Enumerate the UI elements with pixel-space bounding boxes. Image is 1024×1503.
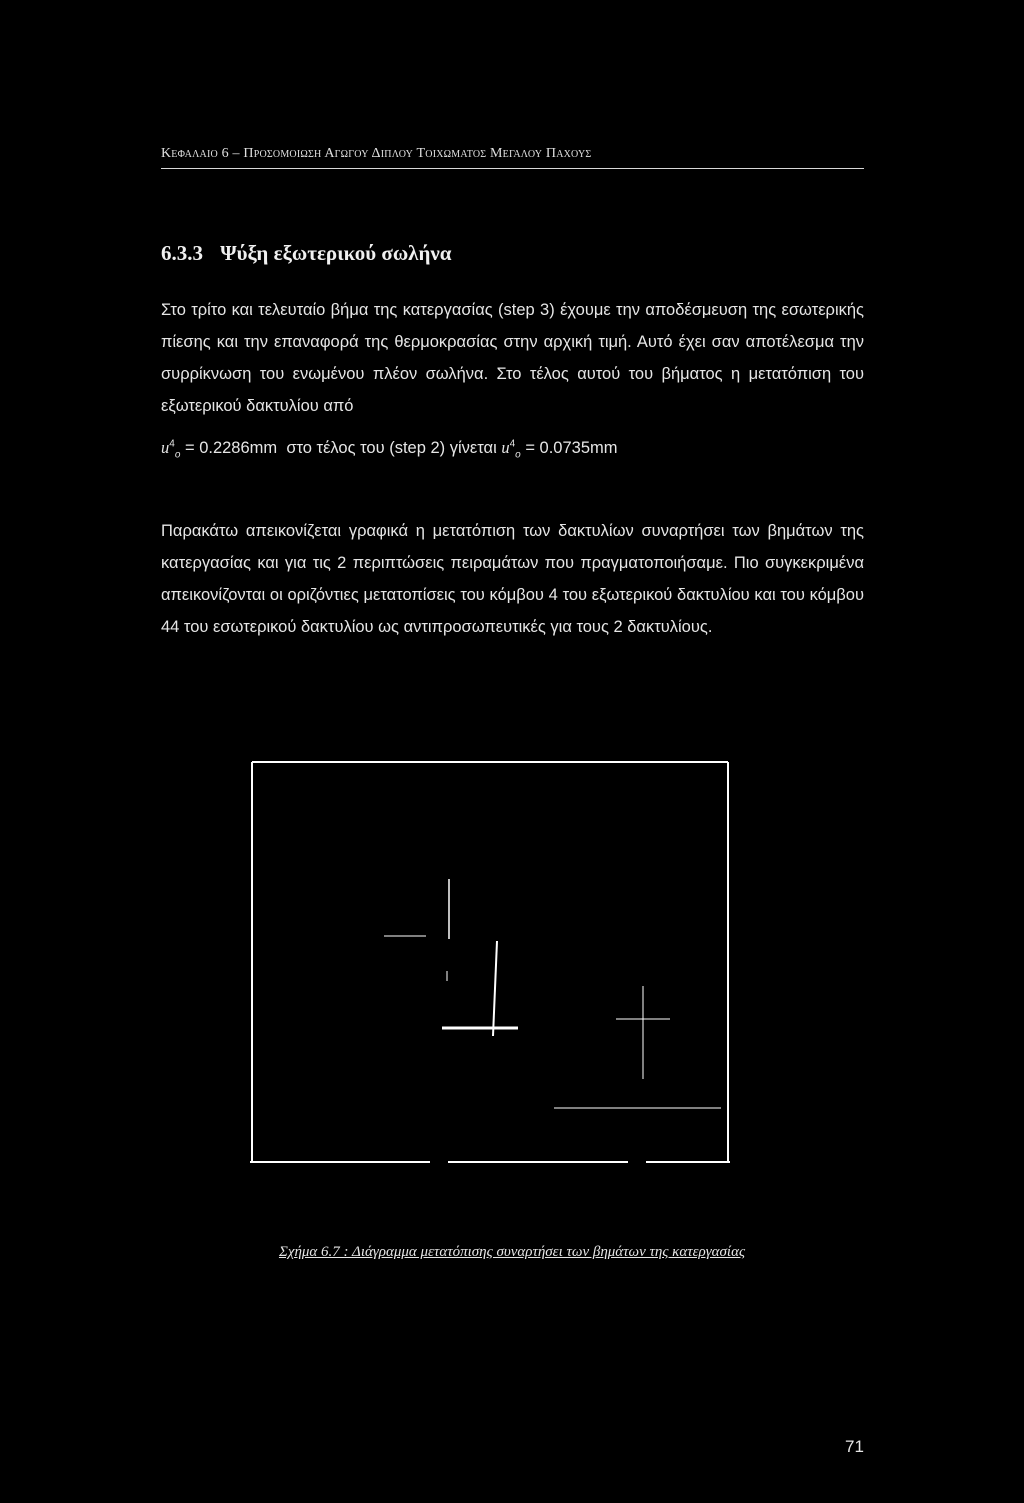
eq-var-1: u (161, 438, 170, 457)
eq-sub-1: o (174, 449, 181, 461)
paragraph-cooling: Στο τρίτο και τελευταίο βήμα της κατεργασίας (step 3) έχουμε την αποδέσμευση της εσωτερικής πίεσης και την επαναφορά της θερμοκρασίας στην αρχική τιμή. Αυτό έχει σαν αποτέλεσμα την συρρίκνωση του ενωμένου πλέον σωλήνα. Στο τέλος αυτού του βήματος η μετατόπιση του εξωτερικού δακτυλίου από (161, 301, 864, 415)
eq-sub-2: o (515, 449, 521, 461)
eq-value-2: = 0.0735mm (525, 439, 618, 457)
eq-sup-1: 4 (169, 438, 175, 450)
eq-var-2: u (501, 438, 510, 457)
figure-graphic (250, 761, 730, 1164)
running-header: Κεφαλαιο 6 – Προσομοιωση Αγωγου Διπλου Τοιχωματος Μεγαλου Παχους (161, 146, 864, 169)
eq-sup-2: 4 (509, 438, 516, 450)
section-title: Ψύξη εξωτερικού σωλήνα (220, 241, 452, 265)
displacement-equation (161, 438, 618, 460)
section-number: 6.3.3 (161, 241, 203, 265)
displacement-figure (250, 761, 730, 1164)
eq-middle-text: στο τέλος του (step 2) γίνεται (286, 439, 497, 457)
eq-value-1: = 0.2286mm (184, 439, 278, 457)
paragraph-figure-intro: Παρακάτω απεικονίζεται γραφικά η μετατόπιση των δακτυλίων συναρτήσει των βημάτων της κατεργασίας και για τις 2 περιπτώσεις πειραμάτων που πραγματοποιήσαμε. Πιο συγκεκριμένα απεικονίζονται οι οριζόντιες μετατοπίσεις του κόμβου 4 του εξωτερικού δακτυλίου και του κόμβου 44 του εσωτερικού δακτυλίου ως αντιπροσωπευτικές για τους 2 δακτυλίους. (161, 522, 864, 636)
section-heading (161, 241, 452, 266)
mark-2-vertical (493, 941, 497, 1036)
figure-caption: Σχήμα 6.7 : Διάγραμμα μετατόπισης συναρτήσει των βημάτων της κατεργασίας (278, 1244, 746, 1260)
page-number: 71 (845, 1437, 864, 1456)
